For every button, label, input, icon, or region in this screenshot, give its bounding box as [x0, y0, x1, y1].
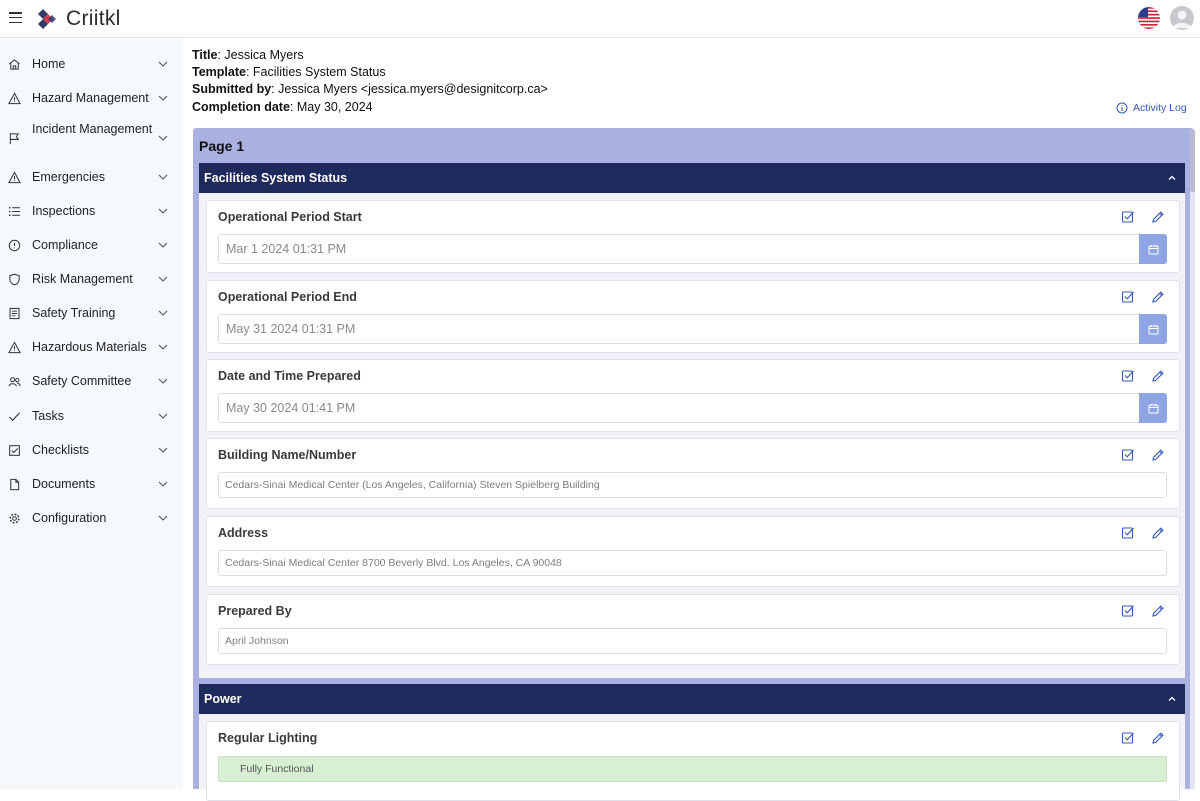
field-card-address: [206, 516, 1180, 587]
calendar-icon: [1148, 324, 1159, 335]
sidebar-item-compliance[interactable]: [0, 236, 183, 254]
field-value: May 31 2024 01:31 PM: [226, 322, 356, 336]
checkbox-icon[interactable]: [1121, 210, 1135, 224]
meta-submitted-by: Submitted by: Jessica Myers <jessica.myers@designitcorp.ca>: [192, 82, 548, 97]
chevron-down-icon[interactable]: [157, 239, 169, 251]
checkbox-icon[interactable]: [1121, 290, 1135, 304]
sidebar-item-checklists[interactable]: [0, 441, 183, 459]
info-icon: [1116, 102, 1128, 114]
chevron-down-icon[interactable]: [157, 307, 169, 319]
chevron-up-icon[interactable]: [1167, 694, 1177, 704]
us-flag-icon[interactable]: [1138, 7, 1160, 29]
sidebar-item-label: Safety Training: [32, 305, 116, 320]
edit-pencil-icon[interactable]: [1151, 526, 1165, 540]
users-icon: [8, 375, 21, 388]
sidebar-item-label: Incident Management: [32, 122, 153, 136]
calendar-button[interactable]: [1139, 234, 1167, 264]
sidebar-item-label: Checklists: [32, 442, 89, 457]
field-label: Building Name/Number: [218, 448, 357, 462]
meta-template: Template: Facilities System Status: [192, 65, 386, 80]
edit-pencil-icon[interactable]: [1151, 604, 1165, 618]
activity-log-link[interactable]: [1116, 102, 1187, 114]
datetime-field[interactable]: [218, 234, 1167, 264]
field-card-building-name: [206, 438, 1180, 509]
chevron-down-icon[interactable]: [157, 512, 169, 524]
chevron-down-icon[interactable]: [157, 205, 169, 217]
chevron-up-icon[interactable]: [1167, 173, 1177, 183]
field-card-date-time-prepared: [206, 359, 1180, 432]
edit-pencil-icon[interactable]: [1151, 290, 1165, 304]
sidebar-item-documents[interactable]: [0, 475, 183, 493]
list-icon: [8, 205, 21, 218]
flag-icon: [8, 132, 21, 145]
chevron-down-icon[interactable]: [157, 273, 169, 285]
text-field[interactable]: [218, 472, 1167, 498]
checkbox-icon: [8, 444, 21, 457]
field-card-operational-period-start: [206, 200, 1180, 273]
edit-pencil-icon[interactable]: [1151, 448, 1165, 462]
datetime-field[interactable]: [218, 314, 1167, 344]
user-avatar-icon[interactable]: [1170, 6, 1194, 30]
warning-icon: [8, 171, 21, 184]
sidebar-item-label: Hazard Management: [32, 90, 149, 105]
choice-field[interactable]: [218, 756, 1167, 782]
sidebar-item-inspections[interactable]: [0, 202, 183, 220]
sidebar-item-label: Home: [32, 56, 66, 71]
sidebar-item-incident-management[interactable]: [0, 121, 183, 155]
app-name: Criitkl: [66, 7, 121, 30]
field-card-operational-period-end: [206, 280, 1180, 353]
field-card-prepared-by: [206, 594, 1180, 665]
hamburger-menu-icon[interactable]: [9, 12, 22, 23]
datetime-field[interactable]: [218, 393, 1167, 423]
sidebar-item-emergencies[interactable]: [0, 168, 183, 186]
chevron-down-icon[interactable]: [157, 132, 169, 144]
field-value: Cedars-Sinai Medical Center 8700 Beverly Blvd. Los Angeles, CA 90048: [225, 557, 562, 569]
document-icon: [8, 307, 21, 320]
sidebar: [0, 39, 183, 789]
field-label: Date and Time Prepared: [218, 369, 361, 383]
chevron-down-icon[interactable]: [157, 410, 169, 422]
sidebar-item-label: Inspections: [32, 203, 96, 218]
section-header-power[interactable]: [199, 684, 1185, 714]
edit-pencil-icon[interactable]: [1151, 369, 1165, 383]
sidebar-item-safety-training[interactable]: [0, 304, 183, 322]
shield-icon: [8, 273, 21, 286]
logo[interactable]: [36, 7, 121, 31]
sidebar-item-label: Risk Management: [32, 271, 133, 286]
edit-pencil-icon[interactable]: [1151, 210, 1165, 224]
sidebar-item-hazard-management[interactable]: [0, 89, 183, 107]
page-title: Page 1: [199, 138, 245, 154]
checkbox-icon[interactable]: [1121, 526, 1135, 540]
sidebar-item-label: Configuration: [32, 510, 107, 525]
warning-icon: [8, 341, 21, 354]
chevron-down-icon[interactable]: [157, 444, 169, 456]
sidebar-item-label: Hazardous Materials: [32, 339, 147, 354]
checkbox-icon[interactable]: [1121, 448, 1135, 462]
sidebar-item-home[interactable]: [0, 55, 183, 73]
home-icon: [8, 58, 21, 71]
meta-title: Title: Jessica Myers: [192, 48, 304, 62]
field-card-regular-lighting: [206, 721, 1180, 801]
sidebar-item-label: Documents: [32, 476, 96, 491]
sidebar-item-tasks[interactable]: [0, 407, 183, 425]
sidebar-item-risk-management[interactable]: [0, 270, 183, 288]
field-value: May 30 2024 01:41 PM: [226, 401, 356, 415]
sidebar-item-safety-committee[interactable]: [0, 372, 183, 390]
warning-icon: [8, 92, 21, 105]
calendar-button[interactable]: [1139, 314, 1167, 344]
chevron-down-icon[interactable]: [157, 478, 169, 490]
chevron-down-icon[interactable]: [157, 92, 169, 104]
section-title: Power: [204, 692, 242, 706]
sidebar-item-label: Compliance: [32, 237, 99, 252]
chevron-down-icon[interactable]: [157, 58, 169, 70]
sidebar-item-configuration[interactable]: [0, 509, 183, 527]
field-value: Mar 1 2024 01:31 PM: [226, 242, 347, 256]
checkbox-icon[interactable]: [1121, 604, 1135, 618]
chevron-down-icon[interactable]: [157, 341, 169, 353]
section-header-facilities-system-status[interactable]: [199, 163, 1185, 193]
field-value: Fully Functional: [240, 763, 314, 775]
field-label: Operational Period Start: [218, 210, 362, 224]
calendar-icon: [1148, 244, 1159, 255]
calendar-icon: [1148, 403, 1159, 414]
check-icon: [8, 410, 21, 423]
sidebar-item-label: Safety Committee: [32, 373, 132, 388]
file-icon: [8, 478, 21, 491]
meta-completion-date: Completion date: May 30, 2024: [192, 99, 373, 114]
checkbox-icon[interactable]: [1121, 369, 1135, 383]
gear-icon: [8, 512, 21, 525]
top-bar: [0, 0, 1200, 38]
submission-meta: [192, 47, 548, 116]
field-value: Cedars-Sinai Medical Center (Los Angeles, California) Steven Spielberg Building: [225, 479, 600, 491]
chevron-down-icon[interactable]: [157, 375, 169, 387]
scrollbar-track[interactable]: [1190, 130, 1195, 789]
field-value: April Johnson: [225, 635, 289, 647]
field-label: Regular Lighting: [218, 731, 318, 745]
field-label: Prepared By: [218, 604, 292, 618]
field-label: Address: [218, 526, 269, 540]
activity-log-label: Activity Log: [1133, 102, 1187, 114]
logo-icon: [36, 7, 60, 31]
info-circle-icon: [8, 239, 21, 252]
text-field[interactable]: [218, 628, 1167, 654]
field-label: Operational Period End: [218, 290, 357, 304]
sidebar-item-label: Tasks: [32, 408, 64, 423]
edit-pencil-icon[interactable]: [1151, 731, 1165, 745]
scrollbar-thumb[interactable]: [1190, 130, 1195, 192]
sidebar-item-hazardous-materials[interactable]: [0, 338, 183, 356]
section-title: Facilities System Status: [204, 171, 348, 185]
calendar-button[interactable]: [1139, 393, 1167, 423]
chevron-down-icon[interactable]: [157, 171, 169, 183]
text-field[interactable]: [218, 550, 1167, 576]
checkbox-icon[interactable]: [1121, 731, 1135, 745]
sidebar-item-label: Emergencies: [32, 169, 105, 184]
